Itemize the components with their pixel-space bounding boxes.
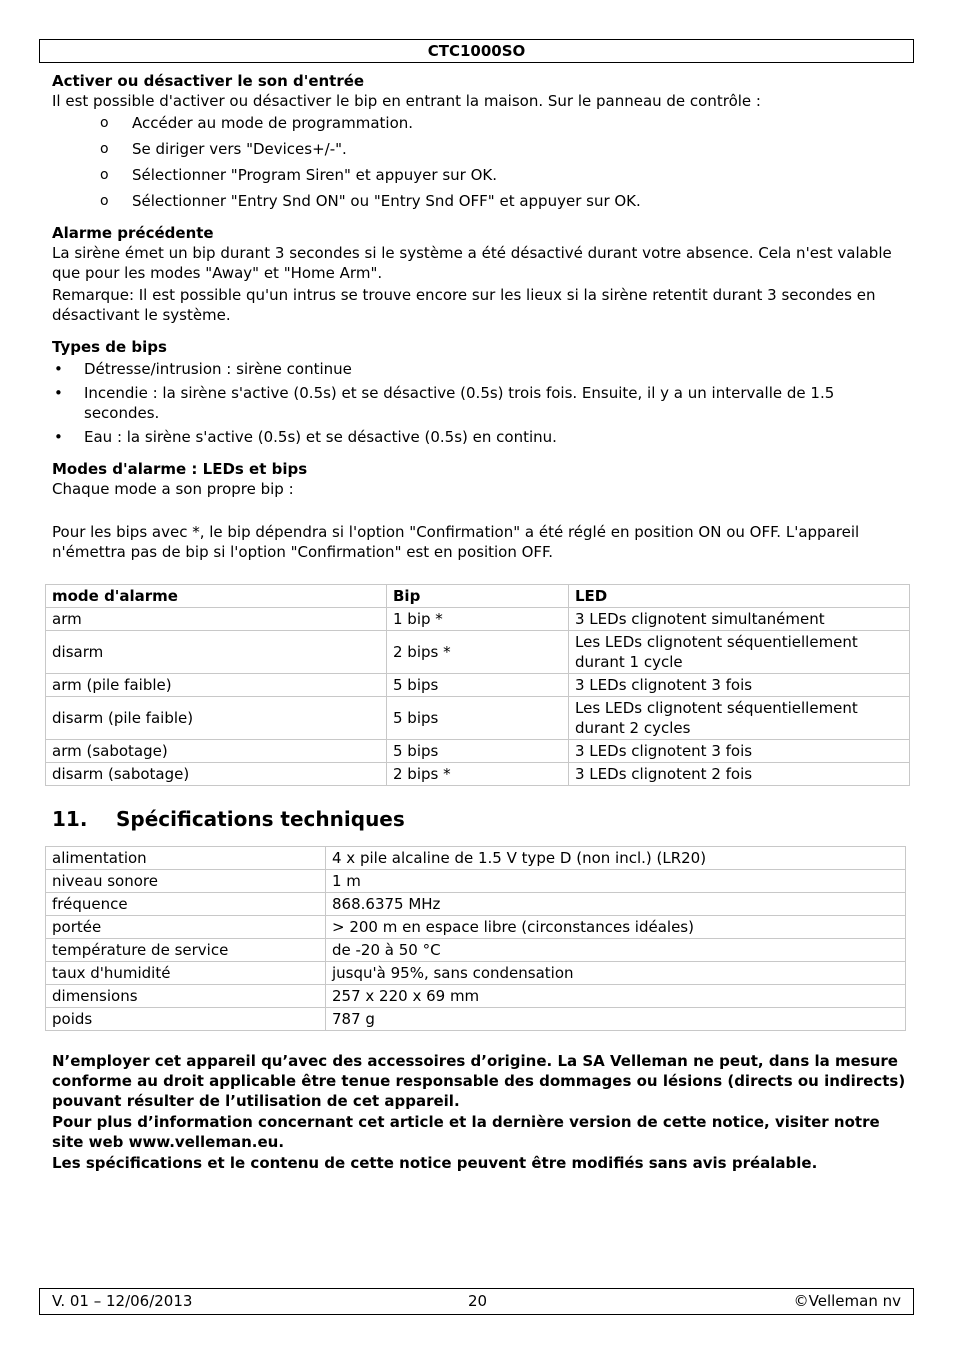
list-item (52, 191, 912, 211)
alarm-modes-intro: Chaque mode a son propre bip : (52, 480, 294, 498)
document-body (52, 71, 912, 1174)
table-cell: Les LEDs clignotent séquentiellement durant 2 cycles (569, 697, 910, 740)
column-header: mode d'alarme (46, 585, 387, 608)
table-cell: arm (46, 608, 387, 631)
list-item (52, 139, 912, 159)
table-cell: arm (sabotage) (46, 740, 387, 763)
page-number: 20 (467, 1292, 488, 1310)
version-date: V. 01 – 12/06/2013 (52, 1292, 193, 1310)
column-header: LED (569, 585, 910, 608)
spec-value: 868.6375 MHz (326, 893, 906, 916)
list-marker: o (100, 193, 109, 209)
table-cell: 3 LEDs clignotent 3 fois (569, 740, 910, 763)
alarm-modes-section (52, 459, 912, 786)
list-item-text: Incendie : la sirène s'active (0.5s) et se désactive (0.5s) trois fois. Ensuite, il y a un intervalle de 1.5 secondes. (84, 384, 835, 422)
list-item (52, 165, 912, 185)
table-cell: disarm (46, 631, 387, 674)
list-item (52, 113, 912, 133)
beep-types-list (52, 359, 912, 447)
table-row (46, 985, 906, 1008)
spec-value: de -20 à 50 °C (326, 939, 906, 962)
previous-alarm-remark: Remarque: Il est possible qu'un intrus se trouve encore sur les lieux si la sirène retentit durant 3 secondes en désactivant le système. (52, 286, 876, 324)
alarm-modes-note: Pour les bips avec *, le bip dépendra si l'option "Confirmation" a été réglé en position ON ou OFF. L'appareil n'émettra pas de bip si l'option "Confirmation" est en position OFF. (52, 523, 860, 561)
table-row (46, 763, 910, 786)
table-cell: 3 LEDs clignotent 2 fois (569, 763, 910, 786)
table-cell: 5 bips (387, 674, 569, 697)
table-cell: 3 LEDs clignotent 3 fois (569, 674, 910, 697)
list-marker: o (100, 141, 109, 157)
entry-sound-heading: Activer ou désactiver le son d'entrée (52, 72, 365, 90)
table-row (46, 740, 910, 763)
spec-value: > 200 m en espace libre (circonstances idéales) (326, 916, 906, 939)
column-header: Bip (387, 585, 569, 608)
bullet-marker: • (54, 428, 63, 446)
table-cell: 2 bips * (387, 763, 569, 786)
table-row (46, 962, 906, 985)
table-row (46, 1008, 906, 1031)
table-row (46, 870, 906, 893)
model-title: CTC1000SO (427, 42, 526, 60)
list-item (52, 359, 912, 379)
bullet-marker: • (54, 360, 63, 378)
section-title: Spécifications techniques (116, 807, 405, 831)
specs-table (45, 846, 906, 1031)
table-row (46, 608, 910, 631)
table-cell: disarm (pile faible) (46, 697, 387, 740)
beep-types-heading: Types de bips (52, 338, 167, 356)
spec-label: température de service (46, 939, 326, 962)
spec-value: 787 g (326, 1008, 906, 1031)
alarm-modes-table (45, 584, 910, 786)
notice-changes: Les spécifications et le contenu de cette notice peuvent être modifiés sans avis préalable. (52, 1154, 818, 1172)
copyright: ©Velleman nv (793, 1292, 901, 1310)
bullet-marker: • (54, 384, 63, 402)
table-cell: 3 LEDs clignotent simultanément (569, 608, 910, 631)
table-row (46, 939, 906, 962)
table-cell: 5 bips (387, 697, 569, 740)
list-item-text: Sélectionner "Program Siren" et appuyer sur OK. (132, 166, 498, 184)
previous-alarm-section (52, 223, 912, 325)
list-item-text: Sélectionner "Entry Snd ON" ou "Entry Snd OFF" et appuyer sur OK. (132, 192, 641, 210)
table-row (46, 697, 910, 740)
list-item (52, 383, 912, 423)
list-item-text: Eau : la sirène s'active (0.5s) et se désactive (0.5s) en continu. (84, 428, 557, 446)
notice-accessories: N’employer cet appareil qu’avec des accessoires d’origine. La SA Velleman ne peut, dans la mesure conforme au droit applicable être tenue responsable des dommages ou lésions (directs ou indirects) pouvant résulter de l’utilisation de cet appareil. (52, 1052, 906, 1110)
table-cell: disarm (sabotage) (46, 763, 387, 786)
specs-section (52, 806, 912, 1031)
alarm-modes-heading: Modes d'alarme : LEDs et bips (52, 460, 308, 478)
spec-label: niveau sonore (46, 870, 326, 893)
spec-label: portée (46, 916, 326, 939)
entry-sound-steps (52, 113, 912, 211)
list-item-text: Accéder au mode de programmation. (132, 114, 414, 132)
spec-label: dimensions (46, 985, 326, 1008)
specs-heading (52, 806, 912, 832)
entry-sound-section (52, 71, 912, 211)
beep-types-section (52, 337, 912, 447)
spec-label: alimentation (46, 847, 326, 870)
table-row (46, 847, 906, 870)
table-row (46, 631, 910, 674)
section-number: 11. (52, 807, 88, 831)
table-row (46, 674, 910, 697)
spec-label: taux d'humidité (46, 962, 326, 985)
list-marker: o (100, 115, 109, 131)
spec-value: 4 x pile alcaline de 1.5 V type D (non incl.) (LR20) (326, 847, 906, 870)
table-cell: 2 bips * (387, 631, 569, 674)
spec-value: jusqu'à 95%, sans condensation (326, 962, 906, 985)
list-marker: o (100, 167, 109, 183)
table-cell: 5 bips (387, 740, 569, 763)
spec-label: fréquence (46, 893, 326, 916)
table-row (46, 893, 906, 916)
previous-alarm-heading: Alarme précédente (52, 224, 214, 242)
entry-sound-intro: Il est possible d'activer ou désactiver le bip en entrant la maison. Sur le panneau de contrôle : (52, 92, 761, 110)
legal-notice (52, 1051, 912, 1173)
table-cell: Les LEDs clignotent séquentiellement durant 1 cycle (569, 631, 910, 674)
page-footer (39, 1288, 914, 1315)
list-item-text: Se diriger vers "Devices+/-". (132, 140, 347, 158)
list-item (52, 427, 912, 447)
list-item-text: Détresse/intrusion : sirène continue (84, 360, 352, 378)
spec-value: 257 x 220 x 69 mm (326, 985, 906, 1008)
previous-alarm-text: La sirène émet un bip durant 3 secondes si le système a été désactivé durant votre absence. Cela n'est valable que pour les modes "Away" et "Home Arm". (52, 244, 892, 282)
table-header-row (46, 585, 910, 608)
table-row (46, 916, 906, 939)
spec-label: poids (46, 1008, 326, 1031)
page-header (39, 39, 914, 63)
spec-value: 1 m (326, 870, 906, 893)
table-cell: arm (pile faible) (46, 674, 387, 697)
table-cell: 1 bip * (387, 608, 569, 631)
notice-website: Pour plus d’information concernant cet article et la dernière version de cette notice, visiter notre site web www.velleman.eu. (52, 1113, 880, 1151)
